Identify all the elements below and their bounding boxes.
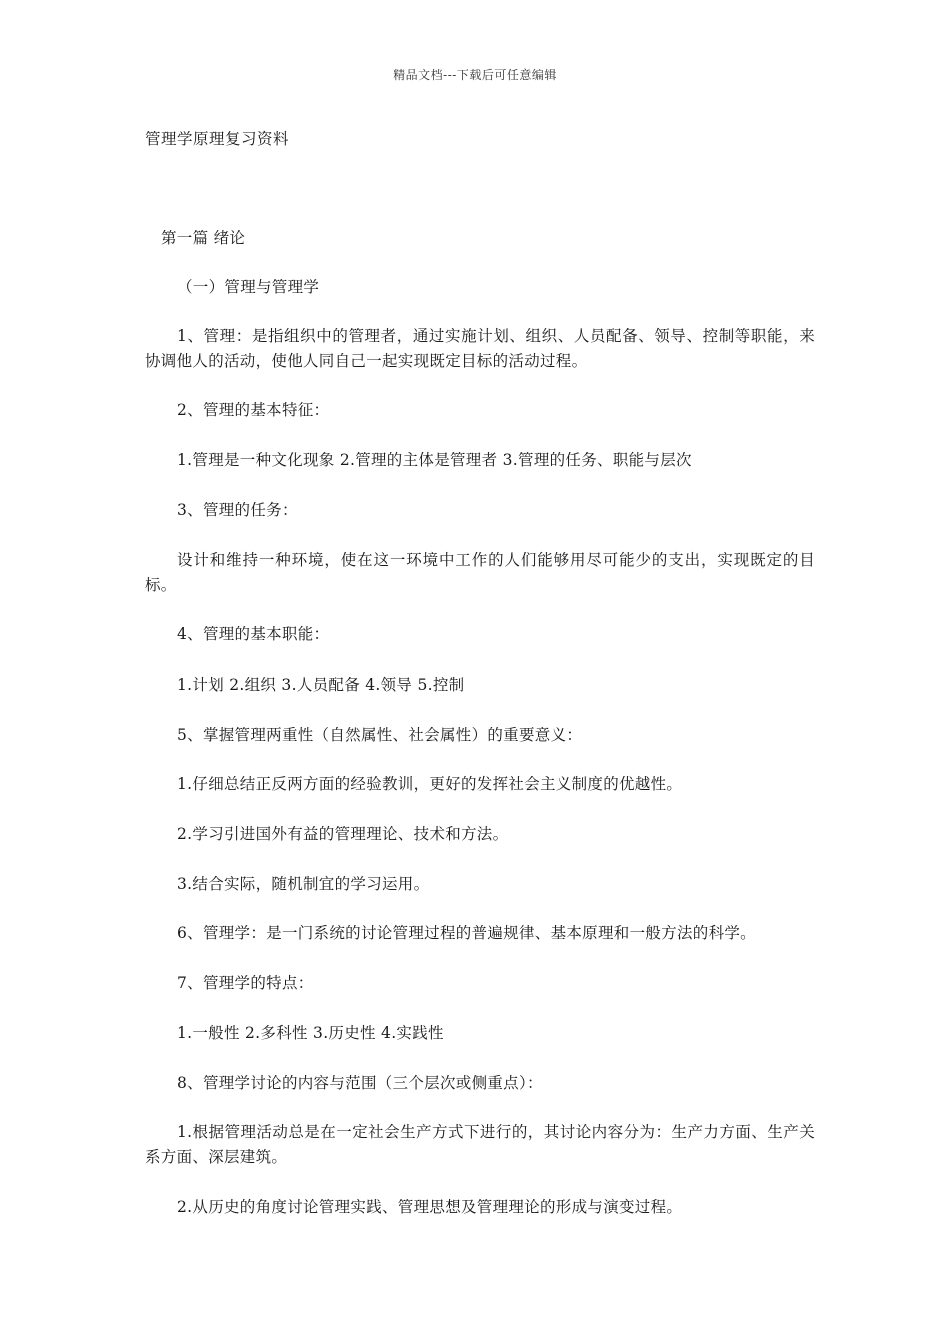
heading-duality-significance: 5、掌握管理两重性（自然属性、社会属性）的重要意义：: [177, 726, 583, 744]
paragraph-management-science: 6、管理学：是一门系统的讨论管理过程的普遍规律、基本原理和一般方法的科学。: [177, 924, 756, 942]
list-basic-features: 1.管理是一种文化现象 2.管理的主体是管理者 3.管理的任务、职能与层次: [177, 451, 692, 469]
section-title: （一）管理与管理学: [177, 278, 320, 296]
list-science-features: 1.一般性 2.多科性 3.历史性 4.实践性: [177, 1024, 444, 1042]
list-item-duality-2: 2.学习引进国外有益的管理理论、技术和方法。: [177, 825, 509, 843]
list-item-duality-3: 3.结合实际，随机制宜的学习运用。: [177, 875, 430, 893]
heading-basic-functions: 4、管理的基本职能：: [177, 625, 330, 643]
part-title: 第一篇 绪论: [161, 229, 246, 247]
paragraph-management-definition: 1、管理：是指组织中的管理者，通过实施计划、组织、人员配备、领导、控制等职能，来协调他人的活动，使他人同自己一起实现既定目标的活动过程。: [145, 327, 815, 370]
paragraph-management-tasks: 设计和维持一种环境，使在这一环境中工作的人们能够用尽可能少的支出，实现既定的目标。: [145, 551, 815, 594]
paragraph-research-scope-2: 2.从历史的角度讨论管理实践、管理思想及管理理论的形成与演变过程。: [177, 1198, 683, 1216]
heading-research-scope: 8、管理学讨论的内容与范围（三个层次或侧重点）：: [177, 1074, 543, 1092]
list-item-duality-1: 1.仔细总结正反两方面的经验教训，更好的发挥社会主义制度的优越性。: [177, 775, 683, 793]
paragraph-research-scope-1: 1.根据管理活动总是在一定社会生产方式下进行的，其讨论内容分为：生产力方面、生产关系方面、深层建筑。: [145, 1123, 815, 1166]
list-basic-functions: 1.计划 2.组织 3.人员配备 4.领导 5.控制: [177, 676, 465, 694]
heading-basic-features: 2、管理的基本特征：: [177, 401, 330, 419]
header-note: 精品文档---下载后可任意编辑: [393, 68, 557, 82]
heading-science-features: 7、管理学的特点：: [177, 974, 314, 992]
document-title: 管理学原理复习资料: [145, 130, 290, 148]
heading-management-tasks: 3、管理的任务：: [177, 501, 298, 519]
